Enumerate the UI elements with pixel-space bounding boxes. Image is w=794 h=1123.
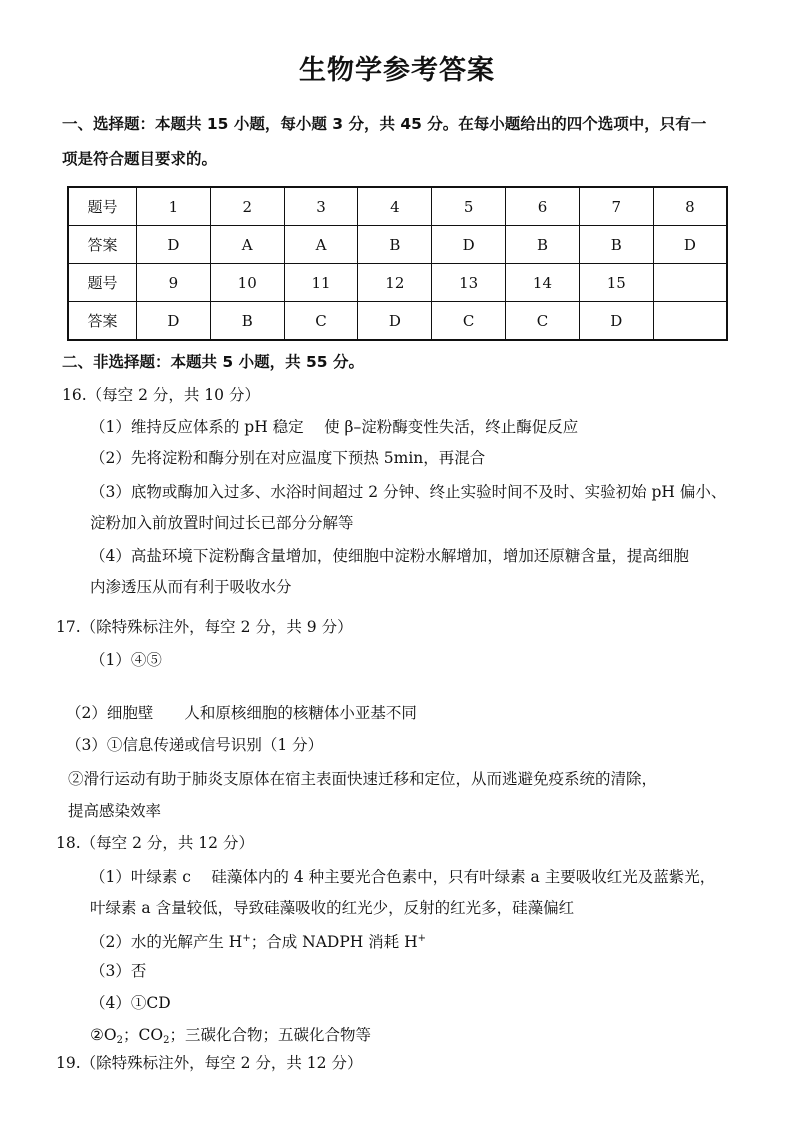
q18-answer-1-cont: 叶绿素 a 含量较低，导致硅藻吸收的红光少，反射的红光多，硅藻偏红 [90,899,575,917]
table-cell: 10 [210,264,284,302]
answer-table [67,186,728,341]
text: ；合成 NADPH 消耗 H [250,933,418,951]
table-cell: D [137,226,211,264]
q17-answer-3: （3）①信息传递或信号识别（1 分） [66,736,324,754]
part1-instruction-line1: 一、选择题：本题共 15 小题，每小题 3 分，共 45 分。在每小题给出的四个选项中，只有一 [62,115,707,133]
table-cell: A [284,226,358,264]
table-cell: C [506,302,580,341]
row-header: 题号 [68,264,137,302]
table-cell [653,302,727,341]
table-cell: D [579,302,653,341]
table-cell: 6 [506,187,580,226]
q18-answer-4: （4）①CD [90,994,171,1012]
q19-heading: 19.（除特殊标注外，每空 2 分，共 12 分） [56,1054,363,1072]
text: ；CO [122,1026,164,1044]
q18-answer-1: （1）叶绿素 c 硅藻体内的 4 种主要光合色素中，只有叶绿素 a 主要吸收红光及蓝紫光， [90,868,716,886]
table-cell: 4 [358,187,432,226]
superscript: + [417,933,427,944]
table-row-answer-1 [68,226,727,264]
row-header: 答案 [68,302,137,341]
q17-answer-1: （1）④⑤ [90,651,162,669]
table-cell: B [579,226,653,264]
subscript: 2 [163,1035,170,1046]
table-cell: 7 [579,187,653,226]
q17-answer-3-part2: ②滑行运动有助于肺炎支原体在宿主表面快速迁移和定位，从而逃避免疫系统的清除， [68,770,658,788]
table-cell: 14 [506,264,580,302]
table-cell: B [506,226,580,264]
table-cell: D [653,226,727,264]
q18-answer-4-part2 [90,1025,371,1051]
q16-heading: 16.（每空 2 分，共 10 分） [62,386,260,404]
table-cell: 2 [210,187,284,226]
table-cell: C [432,302,506,341]
table-cell: D [137,302,211,341]
table-cell: C [284,302,358,341]
table-cell: B [210,302,284,341]
q16-answer-3: （3）底物或酶加入过多、水浴时间超过 2 分钟、终止实验时间不及时、实验初始 pH 偏小、 [90,483,727,501]
q18-answer-3: （3）否 [90,962,147,980]
page-title: 生物学参考答案 [299,55,495,86]
table-cell: 11 [284,264,358,302]
q18-answer-2 [90,929,426,952]
q17-heading: 17.（除特殊标注外，每空 2 分，共 9 分） [56,618,353,636]
row-header: 答案 [68,226,137,264]
text: （2）水的光解产生 H [90,933,243,951]
subscript: 2 [116,1035,123,1046]
q16-answer-4: （4）高盐环境下淀粉酶含量增加，使细胞中淀粉水解增加，增加还原糖含量，提高细胞 [90,547,689,565]
table-row-answer-2 [68,302,727,341]
text: ；三碳化合物；五碳化合物等 [169,1026,371,1044]
table-cell: 13 [432,264,506,302]
table-row-question-1 [68,187,727,226]
q17-answer-2: （2）细胞壁 人和原核细胞的核糖体小亚基不同 [66,704,417,722]
table-cell: 8 [653,187,727,226]
q16-answer-1: （1）维持反应体系的 pH 稳定 使 β–淀粉酶变性失活，终止酶促反应 [90,418,579,436]
table-cell: A [210,226,284,264]
table-cell: 15 [579,264,653,302]
q16-answer-2: （2）先将淀粉和酶分别在对应温度下预热 5min，再混合 [90,449,486,467]
table-cell: 1 [137,187,211,226]
table-cell: 5 [432,187,506,226]
table-cell [653,264,727,302]
table-cell: 12 [358,264,432,302]
table-cell: D [432,226,506,264]
q18-heading: 18.（每空 2 分，共 12 分） [56,834,254,852]
q16-answer-3-cont: 淀粉加入前放置时间过长已部分分解等 [90,514,354,532]
part2-heading: 二、非选择题：本题共 5 小题，共 55 分。 [62,353,364,371]
q17-answer-3-part2-cont: 提高感染效率 [68,802,162,820]
text: ②O [90,1026,117,1044]
superscript: + [242,933,251,944]
table-cell: B [358,226,432,264]
table-cell: D [358,302,432,341]
table-cell: 9 [137,264,211,302]
q16-answer-4-cont: 内渗透压从而有利于吸收水分 [90,578,292,596]
row-header: 题号 [68,187,137,226]
part1-instruction-line2: 项是符合题目要求的。 [62,150,218,168]
table-row-question-2 [68,264,727,302]
table-cell: 3 [284,187,358,226]
